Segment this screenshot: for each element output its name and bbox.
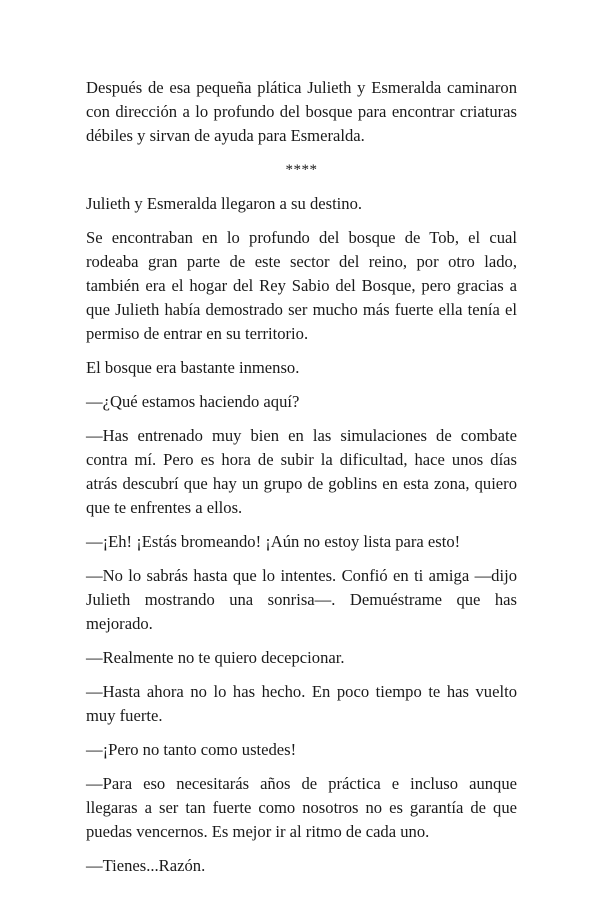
dialogue-line-3: —¡Eh! ¡Estás bromeando! ¡Aún no estoy lista para esto!: [86, 532, 461, 551]
book-page: [86, 76, 517, 888]
dialogue-line-4: —No lo sabrás hasta que lo intentes. Confió en ti amiga —dijo Julieth mostrando una sonrisa—. Demuéstrame que has mejorado.: [86, 566, 517, 633]
paragraph-4: El bosque era bastante inmenso.: [86, 358, 300, 377]
dialogue-line-6: —Hasta ahora no lo has hecho. En poco tiempo te has vuelto muy fuerte.: [86, 682, 517, 725]
paragraph-2: Julieth y Esmeralda llegaron a su destino.: [86, 194, 363, 213]
dialogue-line-1: —¿Qué estamos haciendo aquí?: [86, 392, 300, 411]
scene-separator: ****: [285, 162, 318, 178]
dialogue-line-7: —¡Pero no tanto como ustedes!: [86, 740, 297, 759]
dialogue-line-2: —Has entrenado muy bien en las simulaciones de combate contra mí. Pero es hora de subir la dificultad, hace unos días atrás descubrí que hay un grupo de goblins en esta zona, quiero que te enfrentes a ellos.: [86, 426, 517, 517]
dialogue-line-8: —Para eso necesitarás años de práctica e incluso aunque llegaras a ser tan fuerte como nosotros no es garantía de que puedas vencernos. Es mejor ir al ritmo de cada uno.: [86, 774, 517, 841]
paragraph-1: Después de esa pequeña plática Julieth y Esmeralda caminaron con dirección a lo profundo del bosque para encontrar criaturas débiles y sirvan de ayuda para Esmeralda.: [86, 78, 517, 145]
dialogue-line-5: —Realmente no te quiero decepcionar.: [86, 648, 345, 667]
paragraph-3: Se encontraban en lo profundo del bosque de Tob, el cual rodeaba gran parte de este sector del reino, por otro lado, también era el hogar del Rey Sabio del Bosque, pero gracias a que Julieth había demostrado ser mucho más fuerte ella tenía el permiso de entrar en su territorio.: [86, 228, 517, 343]
dialogue-line-9: —Tienes...Razón.: [86, 856, 206, 875]
